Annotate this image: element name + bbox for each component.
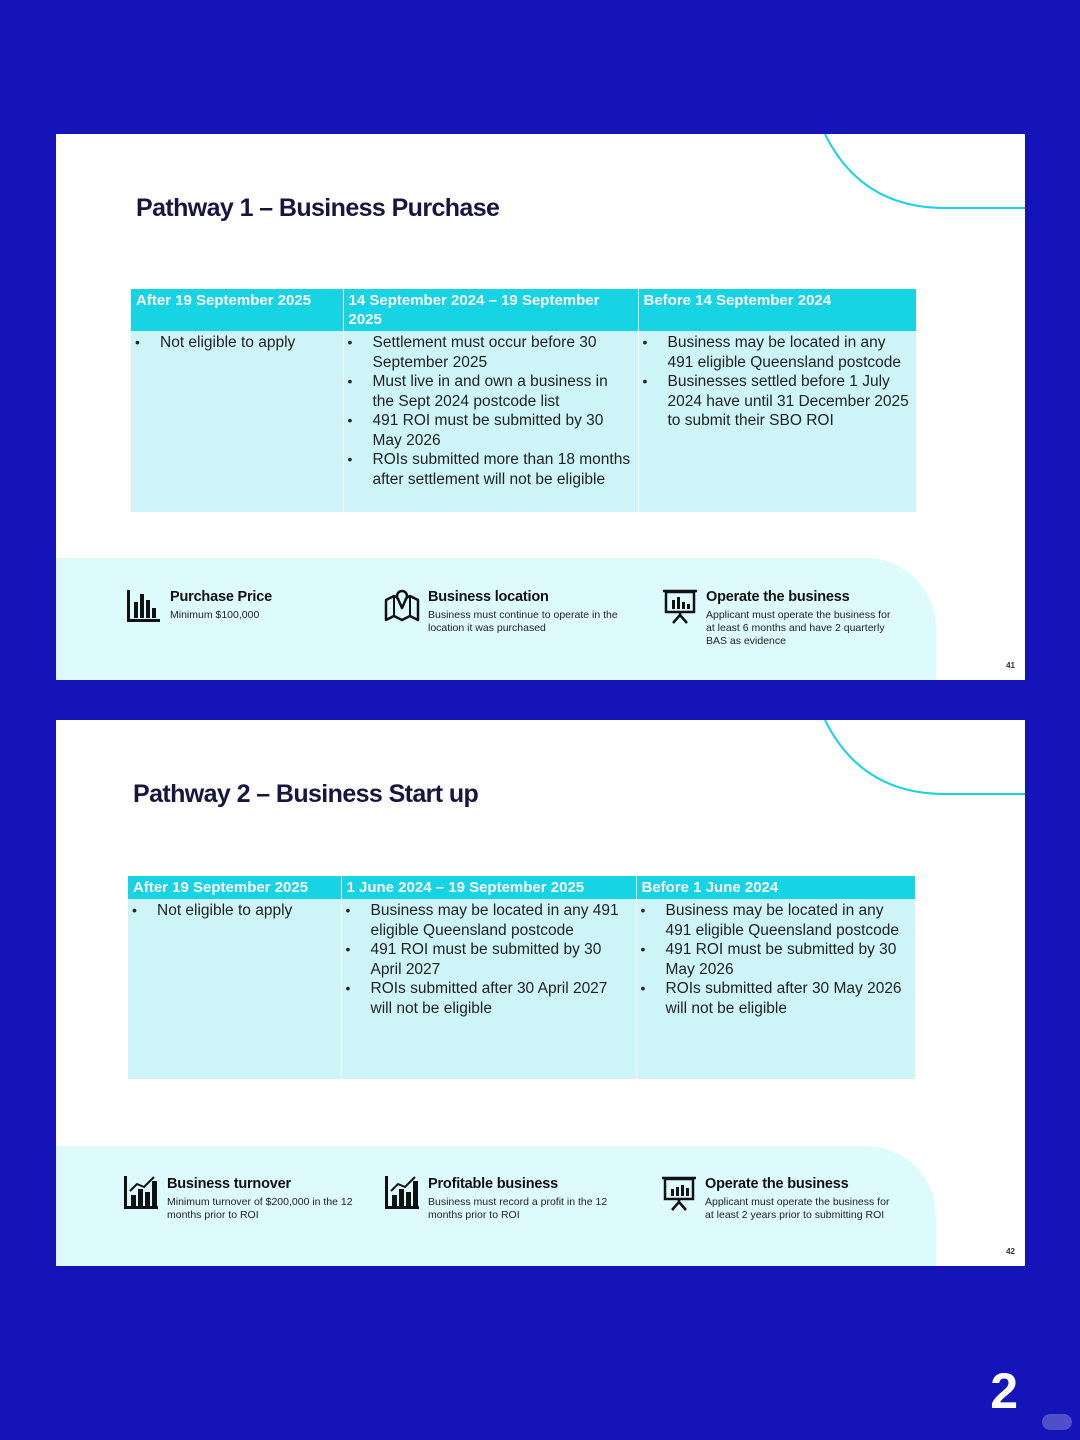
feature-description: Minimum $100,000 bbox=[170, 609, 260, 621]
bullet-item: • Business may be located in any 491 eligible Queensland postcode bbox=[641, 901, 911, 940]
column-cell bbox=[341, 899, 636, 1079]
bullet-item: • 491 ROI must be submitted by 30 May 2026 bbox=[348, 411, 633, 450]
presentation-board-icon bbox=[662, 588, 698, 624]
image-number: 2 bbox=[990, 1363, 1018, 1419]
feature-title: Operate the business bbox=[706, 589, 850, 605]
bullet-item: • Settlement must occur before 30 September 2025 bbox=[348, 333, 633, 372]
bullet-item: • ROIs submitted after 30 April 2027 will not be eligible bbox=[346, 979, 631, 1018]
pathway-table bbox=[131, 289, 916, 512]
slide-pathway-1 bbox=[56, 134, 1025, 680]
column-header: After 19 September 2025 bbox=[128, 876, 341, 899]
feature-description: Minimum turnover of $200,000 in the 12 months prior to ROI bbox=[167, 1196, 353, 1221]
bar-chart-icon bbox=[126, 588, 162, 624]
feature-title: Business turnover bbox=[167, 1176, 291, 1192]
decorative-arc bbox=[807, 720, 1025, 800]
pathway-table bbox=[128, 876, 915, 1079]
bullet-item: • Not eligible to apply bbox=[132, 901, 336, 921]
column-cell bbox=[131, 331, 343, 512]
slide-title: Pathway 1 – Business Purchase bbox=[136, 194, 500, 222]
page-number: 41 bbox=[1006, 661, 1015, 670]
feature-title: Business location bbox=[428, 589, 549, 605]
feature-business-turnover bbox=[123, 1175, 353, 1222]
column-header: 1 June 2024 – 19 September 2025 bbox=[341, 876, 636, 899]
feature-purchase-price bbox=[126, 588, 326, 624]
feature-description: Business must continue to operate in the location it was purchased bbox=[428, 609, 618, 634]
bullet-item: • ROIs submitted more than 18 months after settlement will not be eligible bbox=[348, 450, 633, 489]
column-cell bbox=[343, 331, 638, 512]
feature-title: Profitable business bbox=[428, 1176, 558, 1192]
bullet-item: • Business may be located in any 491 eligible Queensland postcode bbox=[346, 901, 631, 940]
column-cell bbox=[636, 899, 915, 1079]
growth-chart-icon bbox=[384, 1175, 420, 1211]
column-header: Before 14 September 2024 bbox=[638, 289, 916, 331]
feature-description: Applicant must operate the business for at least 6 months and have 2 quarterly BAS as evidence bbox=[706, 609, 891, 647]
feature-business-location bbox=[384, 588, 624, 635]
column-cell bbox=[638, 331, 916, 512]
bullet-item: • Businesses settled before 1 July 2024 have until 31 December 2025 to submit their SBO ROI bbox=[643, 372, 912, 431]
column-header: After 19 September 2025 bbox=[131, 289, 343, 331]
bullet-item: • 491 ROI must be submitted by 30 May 2026 bbox=[641, 940, 911, 979]
growth-chart-icon bbox=[123, 1175, 159, 1211]
bullet-item: • Not eligible to apply bbox=[135, 333, 338, 353]
decorative-arc bbox=[807, 134, 1025, 214]
column-header: 14 September 2024 – 19 September 2025 bbox=[343, 289, 638, 331]
bullet-item: • ROIs submitted after 30 May 2026 will not be eligible bbox=[641, 979, 911, 1018]
page-number: 42 bbox=[1006, 1247, 1015, 1256]
slide-title: Pathway 2 – Business Start up bbox=[133, 780, 479, 808]
map-pin-icon bbox=[384, 588, 420, 624]
presentation-board-icon bbox=[661, 1175, 697, 1211]
bullet-item: • Must live in and own a business in the Sept 2024 postcode list bbox=[348, 372, 633, 411]
feature-description: Business must record a profit in the 12 months prior to ROI bbox=[428, 1196, 608, 1221]
feature-title: Purchase Price bbox=[170, 589, 272, 605]
feature-description: Applicant must operate the business for at least 2 years prior to submitting ROI bbox=[705, 1196, 890, 1221]
feature-title: Operate the business bbox=[705, 1176, 849, 1192]
column-cell bbox=[128, 899, 341, 1079]
column-header: Before 1 June 2024 bbox=[636, 876, 915, 899]
feature-operate-business bbox=[661, 1175, 901, 1222]
feature-operate-business bbox=[662, 588, 902, 648]
slide-pathway-2 bbox=[56, 720, 1025, 1266]
watermark-badge bbox=[1042, 1414, 1072, 1430]
bullet-item: • 491 ROI must be submitted by 30 April 2027 bbox=[346, 940, 631, 979]
feature-profitable-business bbox=[384, 1175, 614, 1222]
bullet-item: • Business may be located in any 491 eligible Queensland postcode bbox=[643, 333, 912, 372]
